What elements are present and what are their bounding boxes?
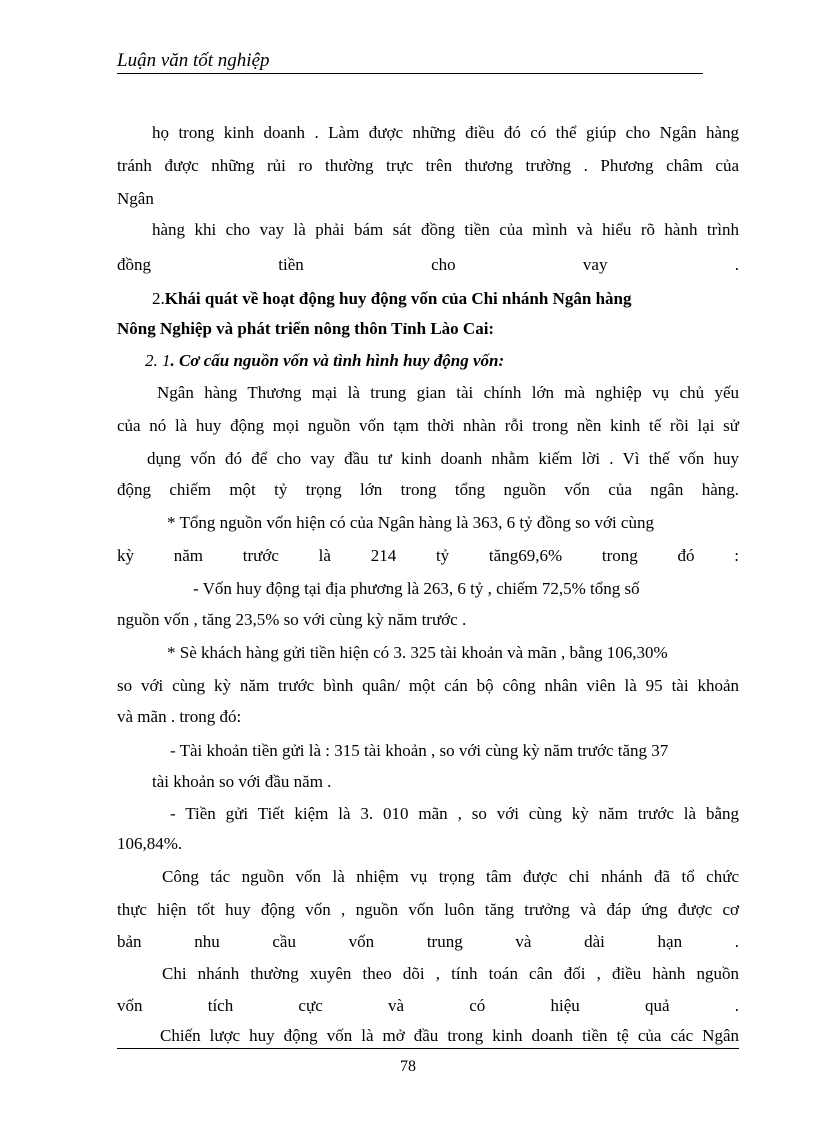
body-line: bản nhu cầu vốn trung và dài hạn . — [117, 932, 739, 951]
body-line: - Tiền gửi Tiết kiệm là 3. 010 mãn , so với cùng kỳ năm trước là bằng — [170, 804, 739, 823]
running-header-title: Luận văn tốt nghiệp — [117, 50, 270, 71]
body-line: tránh được những rủi ro thường trực trên thương trường . Phương châm của — [117, 156, 739, 175]
body-line: nguồn vốn , tăng 23,5% so với cùng kỳ năm trước . — [117, 610, 467, 629]
body-line: * Tổng nguồn vốn hiện có của Ngân hàng là 363, 6 tỷ đồng so với cùng — [167, 513, 654, 532]
header-rule — [117, 73, 703, 74]
footer-rule — [117, 1048, 739, 1049]
section-heading-cont: Nông Nghiệp và phát triển nông thôn Tỉnh Lào Cai: — [117, 319, 495, 338]
body-line: hàng khi cho vay là phải bám sát đồng tiền của mình và hiểu rõ hành trình — [152, 220, 739, 239]
body-line: dụng vốn đó để cho vay đầu tư kinh doanh nhằm kiếm lời . Vì thế vốn huy — [147, 449, 739, 468]
section-heading — [152, 288, 774, 310]
body-line: 106,84%. — [117, 834, 183, 853]
body-line: đồng tiền cho vay . — [117, 255, 739, 274]
subsection-title: . Cơ cấu nguồn vốn và tình hình huy động vốn: — [170, 351, 505, 370]
body-line: tài khoản so với đầu năm . — [152, 772, 332, 791]
section-number: 2. — [152, 289, 165, 308]
subsection-number: 2. 1 — [145, 351, 171, 370]
body-line: - Tài khoản tiền gửi là : 315 tài khoản , so với cùng kỳ năm trước tăng 37 — [170, 741, 669, 760]
body-line: - Vốn huy động tại địa phương là 263, 6 tỷ , chiếm 72,5% tổng số — [193, 579, 640, 598]
body-line: so với cùng kỳ năm trước bình quân/ một cán bộ công nhân viên là 95 tài khoản — [117, 676, 739, 695]
body-line: Chiến lược huy động vốn là mở đầu trong kinh doanh tiền tệ của các Ngân — [160, 1026, 739, 1045]
section-title: Khái quát về hoạt động huy động vốn của Chi nhánh Ngân hàng — [164, 289, 632, 308]
body-line: động chiếm một tỷ trọng lớn trong tổng nguồn vốn của ngân hàng. — [117, 480, 739, 499]
body-line: kỳ năm trước là 214 tỷ tăng69,6% trong đó : — [117, 546, 739, 565]
body-line: thực hiện tốt huy động vốn , nguồn vốn luôn tăng trưởng và đáp ứng được cơ — [117, 900, 739, 919]
body-line: vốn tích cực và có hiệu quả . — [117, 996, 739, 1015]
body-line: và mãn . trong đó: — [117, 707, 242, 726]
body-line: Chi nhánh thường xuyên theo dõi , tính toán cân đối , điều hành nguồn — [162, 964, 739, 983]
body-line: Ngân hàng Thương mại là trung gian tài chính lớn mà nghiệp vụ chủ yếu — [157, 383, 739, 402]
body-line: * Sè khách hàng gửi tiền hiện có 3. 325 tài khoản và mãn , bằng 106,30% — [167, 643, 668, 662]
body-line: của nó là huy động mọi nguồn vốn tạm thời nhàn rỗi trong nền kinh tế rồi lại sử — [117, 416, 739, 435]
body-line: Ngân — [117, 189, 154, 208]
subsection-heading — [145, 350, 767, 372]
body-line: Công tác nguồn vốn là nhiệm vụ trọng tâm được chi nhánh đã tổ chức — [162, 867, 739, 886]
page-number: 78 — [400, 1058, 416, 1075]
body-line: họ trong kinh doanh . Làm được những điều đó có thể giúp cho Ngân hàng — [152, 123, 739, 142]
